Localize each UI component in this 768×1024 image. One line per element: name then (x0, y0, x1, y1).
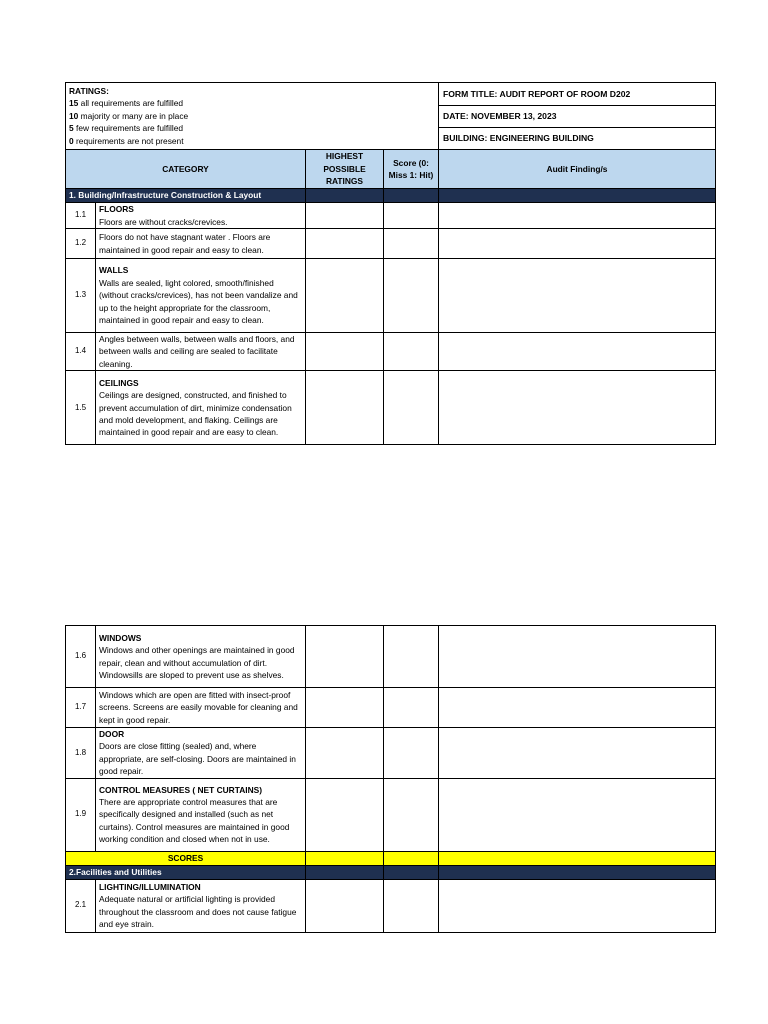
score-cell[interactable] (384, 333, 439, 371)
rating-line: 15 all requirements are fulfilled (69, 98, 184, 109)
scores-row (66, 851, 716, 865)
section-heading: 1. Building/Infrastructure Construction & Layout (66, 189, 306, 203)
row-number: 1.9 (66, 778, 96, 851)
row-number: 1.5 (66, 371, 96, 445)
scores-highest-cell[interactable] (306, 851, 384, 865)
score-cell[interactable] (384, 626, 439, 688)
row-number: 1.6 (66, 626, 96, 688)
row-number: 1.8 (66, 728, 96, 779)
row-requirement: WINDOWS Windows and other openings are maintained in good repair, clean and without accumulation of dirt. Windowsills are sloped to prevent use as shelves. (96, 626, 306, 688)
audit-table-bottom (65, 625, 716, 933)
highest-rating-cell[interactable] (306, 626, 384, 688)
table-row (66, 333, 716, 371)
finding-cell[interactable] (439, 333, 716, 371)
score-cell[interactable] (384, 778, 439, 851)
form-date: DATE: NOVEMBER 13, 2023 (439, 106, 716, 128)
highest-rating-cell[interactable] (306, 879, 384, 932)
rating-line: 10 majority or many are in place (69, 110, 189, 121)
form-building: BUILDING: ENGINEERING BUILDING (439, 128, 716, 150)
scores-total-cell[interactable] (384, 851, 439, 865)
highest-rating-cell[interactable] (306, 259, 384, 333)
row-requirement: LIGHTING/ILLUMINATION Adequate natural or artificial lighting is provided throughout the classroom and does not cause fatigue and eye strain. (96, 879, 306, 932)
table-row (66, 229, 716, 259)
table-row (66, 728, 716, 779)
table-row (66, 778, 716, 851)
score-cell[interactable] (384, 728, 439, 779)
highest-rating-cell[interactable] (306, 229, 384, 259)
table-row (66, 626, 716, 688)
row-requirement: CEILINGS Ceilings are designed, constructed, and finished to prevent accumulation of dirt, minimize condensation and mold development, and flaking. Ceilings are maintained in good repair and are easy to clean. (96, 371, 306, 445)
highest-rating-cell[interactable] (306, 778, 384, 851)
finding-cell[interactable] (439, 203, 716, 229)
highest-rating-cell[interactable] (306, 203, 384, 229)
finding-cell[interactable] (439, 688, 716, 728)
table-row (66, 688, 716, 728)
score-cell[interactable] (384, 371, 439, 445)
header-score: Score (0: Miss 1: Hit) (384, 150, 439, 189)
finding-cell[interactable] (439, 259, 716, 333)
score-cell[interactable] (384, 229, 439, 259)
table-row (66, 203, 716, 229)
finding-cell[interactable] (439, 371, 716, 445)
table-row (66, 259, 716, 333)
ratings-legend (66, 83, 439, 150)
finding-cell[interactable] (439, 229, 716, 259)
score-cell[interactable] (384, 879, 439, 932)
row-requirement: Angles between walls, between walls and floors, and between walls and ceiling are sealed to facilitate cleaning. (96, 333, 306, 371)
score-cell[interactable] (384, 203, 439, 229)
header-findings: Audit Finding/s (439, 150, 716, 189)
finding-cell[interactable] (439, 778, 716, 851)
row-requirement: DOOR Doors are close fitting (sealed) and, where appropriate, are self-closing. Doors are maintained in good repair. (96, 728, 306, 779)
section-heading: 2.Facilities and Utilities (66, 865, 306, 879)
row-number: 1.3 (66, 259, 96, 333)
scores-finding-cell[interactable] (439, 851, 716, 865)
highest-rating-cell[interactable] (306, 688, 384, 728)
row-number: 2.1 (66, 879, 96, 932)
ratings-title: RATINGS: (69, 86, 109, 96)
table-row (66, 879, 716, 932)
row-number: 1.1 (66, 203, 96, 229)
header-category: CATEGORY (66, 150, 306, 189)
score-cell[interactable] (384, 259, 439, 333)
row-requirement: Windows which are open are fitted with insect-proof screens. Screens are easily movable for cleaning and kept in good repair. (96, 688, 306, 728)
rating-line: 0 requirements are not present (69, 135, 184, 146)
rating-line: 5 few requirements are fulfilled (69, 123, 184, 134)
row-requirement: CONTROL MEASURES ( NET CURTAINS) There are appropriate control measures that are specifically designed and installed (such as net curtains). Control measures are maintained in good working condition and closed when not in use. (96, 778, 306, 851)
highest-rating-cell[interactable] (306, 371, 384, 445)
row-number: 1.2 (66, 229, 96, 259)
row-requirement: Floors do not have stagnant water . Floors are maintained in good repair and easy to clean. (96, 229, 306, 259)
row-number: 1.4 (66, 333, 96, 371)
row-requirement: WALLS Walls are sealed, light colored, smooth/finished (without cracks/crevices), has not been vandalize and up to the height appropriate for the classroom, maintained in good repair and easy to clean. (96, 259, 306, 333)
highest-rating-cell[interactable] (306, 728, 384, 779)
audit-table-top (65, 82, 716, 445)
header-highest-ratings: HIGHEST POSSIBLE RATINGS (306, 150, 384, 189)
table-row (66, 371, 716, 445)
finding-cell[interactable] (439, 879, 716, 932)
finding-cell[interactable] (439, 728, 716, 779)
scores-label: SCORES (66, 851, 306, 865)
finding-cell[interactable] (439, 626, 716, 688)
row-requirement: FLOORS Floors are without cracks/crevices. (96, 203, 306, 229)
highest-rating-cell[interactable] (306, 333, 384, 371)
score-cell[interactable] (384, 688, 439, 728)
form-title: FORM TITLE: AUDIT REPORT OF ROOM D202 (439, 83, 716, 106)
row-number: 1.7 (66, 688, 96, 728)
